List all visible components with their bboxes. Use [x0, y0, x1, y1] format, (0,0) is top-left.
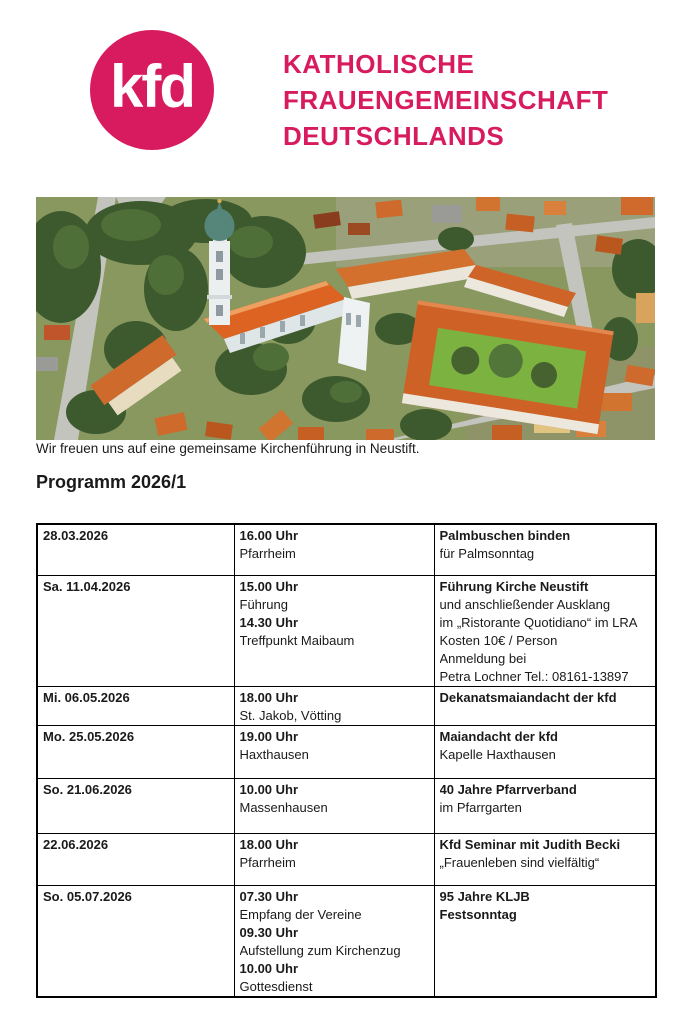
org-wordmark-line: KATHOLISCHE: [283, 49, 475, 79]
text-line: Gottesdienst: [239, 978, 313, 994]
org-wordmark-line: DEUTSCHLANDS: [283, 121, 505, 151]
date-cell: [37, 725, 234, 778]
text-line: Dekanatsmaiandacht der kfd: [439, 689, 617, 705]
schedule-cell: [234, 725, 434, 778]
text-line: Kapelle Haxthausen: [439, 746, 556, 762]
text-line: Mi. 06.05.2026: [43, 689, 130, 705]
details-cell: [434, 885, 656, 997]
text-line: Empfang der Vereine: [239, 906, 362, 922]
text-line: Führung Kirche Neustift: [439, 578, 589, 594]
details-cell: [434, 725, 656, 778]
schedule-cell: [234, 524, 434, 575]
text-line: Pfarrheim: [239, 854, 296, 870]
text-line: Führung: [239, 596, 288, 612]
details-cell: [434, 575, 656, 686]
date-cell: [37, 686, 234, 725]
text-line: Pfarrheim: [239, 546, 296, 561]
date-cell: [37, 885, 234, 997]
text-line: 14.30 Uhr: [239, 614, 299, 630]
text-line: Aufstellung zum Kirchenzug: [239, 942, 401, 958]
table-row: [37, 885, 656, 997]
text-line: 95 Jahre KLJB: [439, 888, 530, 904]
table-row: [37, 524, 656, 575]
date-cell: [37, 833, 234, 885]
text-line: Kosten 10€ / Person: [439, 632, 558, 648]
text-line: So. 05.07.2026: [43, 888, 132, 904]
text-line: Anmeldung bei: [439, 650, 527, 666]
org-wordmark: [283, 46, 608, 154]
details-cell: [434, 524, 656, 575]
text-line: „Frauenleben sind vielfältig“: [439, 854, 600, 870]
table-row: [37, 686, 656, 725]
text-line: und anschließender Ausklang: [439, 596, 611, 612]
text-line: 10.00 Uhr: [239, 781, 299, 797]
text-line: 28.03.2026: [43, 528, 109, 543]
text-line: St. Jakob, Vötting: [239, 707, 342, 723]
text-line: Mo. 25.05.2026: [43, 728, 135, 744]
text-line: 09.30 Uhr: [239, 924, 299, 940]
text-line: Petra Lochner Tel.: 08161-13897: [439, 668, 629, 684]
text-line: Maiandacht der kfd: [439, 728, 558, 744]
text-line: Sa. 11.04.2026: [43, 578, 131, 594]
details-cell: [434, 833, 656, 885]
page-title: Programm 2026/1: [36, 472, 187, 492]
text-line: Kfd Seminar mit Judith Becki: [439, 836, 621, 852]
aerial-photo-illustration: [36, 197, 655, 440]
schedule-cell: [234, 885, 434, 997]
text-line: So. 21.06.2026: [43, 781, 132, 797]
text-line: 40 Jahre Pfarrverband: [439, 781, 577, 797]
text-line: Massenhausen: [239, 799, 328, 815]
org-wordmark-line: FRAUENGEMEINSCHAFT: [283, 85, 609, 115]
table-row: [37, 575, 656, 686]
text-line: Treffpunkt Maibaum: [239, 632, 355, 648]
date-cell: [37, 524, 234, 575]
schedule-cell: [234, 778, 434, 833]
schedule-cell: [234, 575, 434, 686]
program-table: [36, 523, 657, 998]
text-line: 15.00 Uhr: [239, 578, 299, 594]
date-cell: [37, 778, 234, 833]
aerial-photo: [36, 197, 655, 440]
text-line: 10.00 Uhr: [239, 960, 299, 976]
text-line: im „Ristorante Quotidiano“ im LRA: [439, 614, 638, 630]
table-row: [37, 833, 656, 885]
text-line: Festsonntag: [439, 906, 517, 922]
text-line: im Pfarrgarten: [439, 799, 522, 815]
schedule-cell: [234, 833, 434, 885]
details-cell: [434, 778, 656, 833]
text-line: Palmbuschen binden: [439, 528, 571, 543]
text-line: 18.00 Uhr: [239, 836, 299, 852]
text-line: 07.30 Uhr: [239, 888, 299, 904]
text-line: 18.00 Uhr: [239, 689, 299, 705]
kfd-logo-text: kfd: [110, 53, 194, 120]
table-row: [37, 725, 656, 778]
kfd-logo: [90, 30, 214, 150]
details-cell: [434, 686, 656, 725]
text-line: für Palmsonntag: [439, 546, 535, 561]
program-table-body: [37, 524, 656, 997]
date-cell: [37, 575, 234, 686]
table-row: [37, 778, 656, 833]
photo-caption: Wir freuen uns auf eine gemeinsame Kirchenführung in Neustift.: [36, 441, 420, 456]
text-line: 16.00 Uhr: [239, 528, 299, 543]
text-line: 22.06.2026: [43, 836, 109, 852]
text-line: Haxthausen: [239, 746, 309, 762]
text-line: 19.00 Uhr: [239, 728, 299, 744]
schedule-cell: [234, 686, 434, 725]
